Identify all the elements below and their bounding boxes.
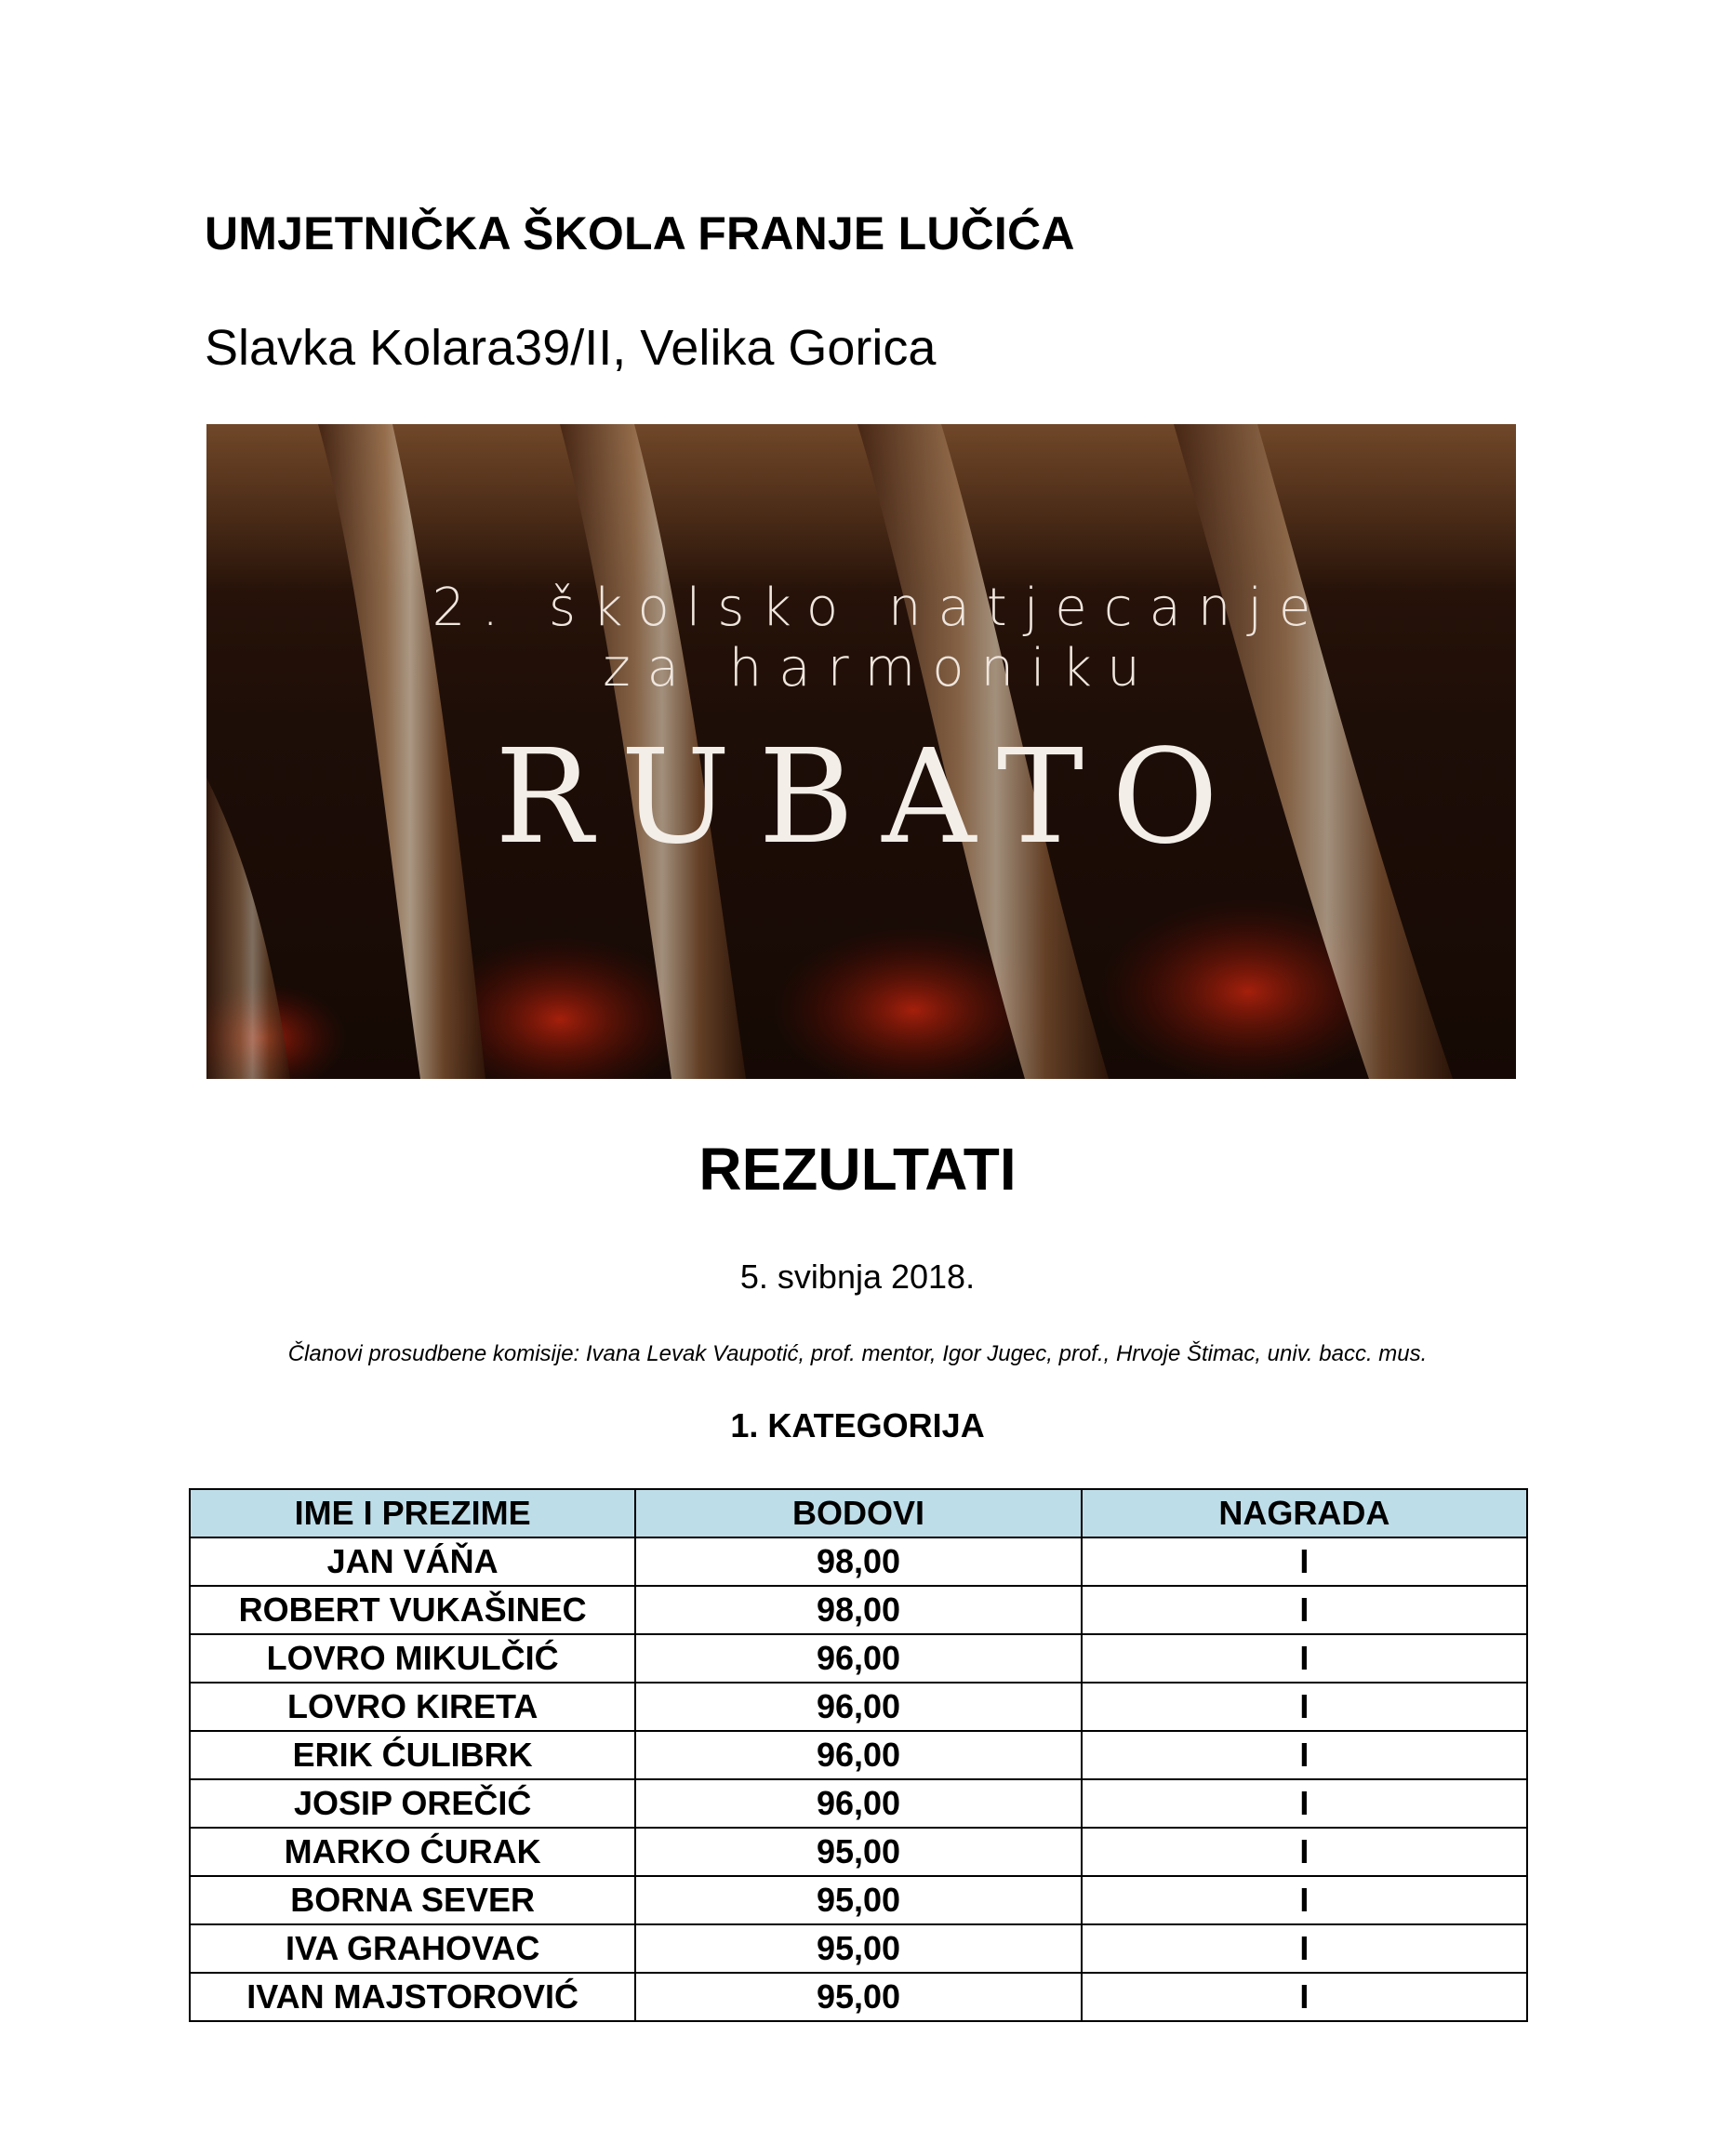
cell-award: I <box>1082 1924 1527 1973</box>
table-row <box>190 1731 1527 1779</box>
school-name: UMJETNIČKA ŠKOLA FRANJE LUČIĆA <box>205 207 1075 260</box>
cell-award: I <box>1082 1683 1527 1731</box>
cell-award: I <box>1082 1586 1527 1634</box>
banner-subtitle-line2: za harmoniku <box>603 638 1157 699</box>
cell-points: 95,00 <box>635 1876 1081 1924</box>
cell-name: ROBERT VUKAŠINEC <box>190 1586 635 1634</box>
cell-points: 96,00 <box>635 1731 1081 1779</box>
cell-award: I <box>1082 1876 1527 1924</box>
cell-points: 95,00 <box>635 1828 1081 1876</box>
cell-points: 96,00 <box>635 1634 1081 1683</box>
cell-points: 95,00 <box>635 1973 1081 2021</box>
table-row <box>190 1537 1527 1586</box>
cell-name: IVA GRAHOVAC <box>190 1924 635 1973</box>
table-row <box>190 1924 1527 1973</box>
cell-name: MARKO ĆURAK <box>190 1828 635 1876</box>
results-date: 5. svibnja 2018. <box>739 1258 976 1296</box>
cell-award: I <box>1082 1973 1527 2021</box>
jury-members: Članovi prosudbene komisije: Ivana Levak Vaupotić, prof. mentor, Igor Jugec, prof., Hrvoje Štimac, univ. bacc. mus. <box>287 1341 1428 1366</box>
cell-award: I <box>1082 1828 1527 1876</box>
cell-name: LOVRO KIRETA <box>190 1683 635 1731</box>
cell-name: IVAN MAJSTOROVIĆ <box>190 1973 635 2021</box>
results-title: REZULTATI <box>698 1136 1017 1203</box>
table-header-row <box>190 1489 1527 1537</box>
table-row <box>190 1683 1527 1731</box>
cell-award: I <box>1082 1634 1527 1683</box>
cell-points: 95,00 <box>635 1924 1081 1973</box>
cell-name: BORNA SEVER <box>190 1876 635 1924</box>
table-row <box>190 1876 1527 1924</box>
column-header-points: BODOVI <box>635 1489 1081 1537</box>
banner-subtitle-line1: 2. školsko natjecanje <box>432 578 1328 638</box>
competition-banner <box>206 424 1516 1079</box>
table-row <box>190 1634 1527 1683</box>
cell-name: JAN VÁŇA <box>190 1537 635 1586</box>
banner-title: RUBATO <box>495 722 1246 873</box>
cell-name: ERIK ĆULIBRK <box>190 1731 635 1779</box>
school-address: Slavka Kolara39/II, Velika Gorica <box>205 320 937 376</box>
table-row <box>190 1828 1527 1876</box>
table-row <box>190 1973 1527 2021</box>
cell-points: 98,00 <box>635 1586 1081 1634</box>
cell-points: 96,00 <box>635 1779 1081 1828</box>
cell-name: LOVRO MIKULČIĆ <box>190 1634 635 1683</box>
table-row <box>190 1586 1527 1634</box>
cell-award: I <box>1082 1731 1527 1779</box>
cell-points: 96,00 <box>635 1683 1081 1731</box>
table-row <box>190 1779 1527 1828</box>
column-header-award: NAGRADA <box>1082 1489 1527 1537</box>
cell-points: 98,00 <box>635 1537 1081 1586</box>
column-header-name: IME I PREZIME <box>190 1489 635 1537</box>
cell-award: I <box>1082 1779 1527 1828</box>
cell-award: I <box>1082 1537 1527 1586</box>
category-title: 1. KATEGORIJA <box>730 1406 985 1444</box>
cell-name: JOSIP OREČIĆ <box>190 1779 635 1828</box>
results-table <box>189 1488 1528 2022</box>
